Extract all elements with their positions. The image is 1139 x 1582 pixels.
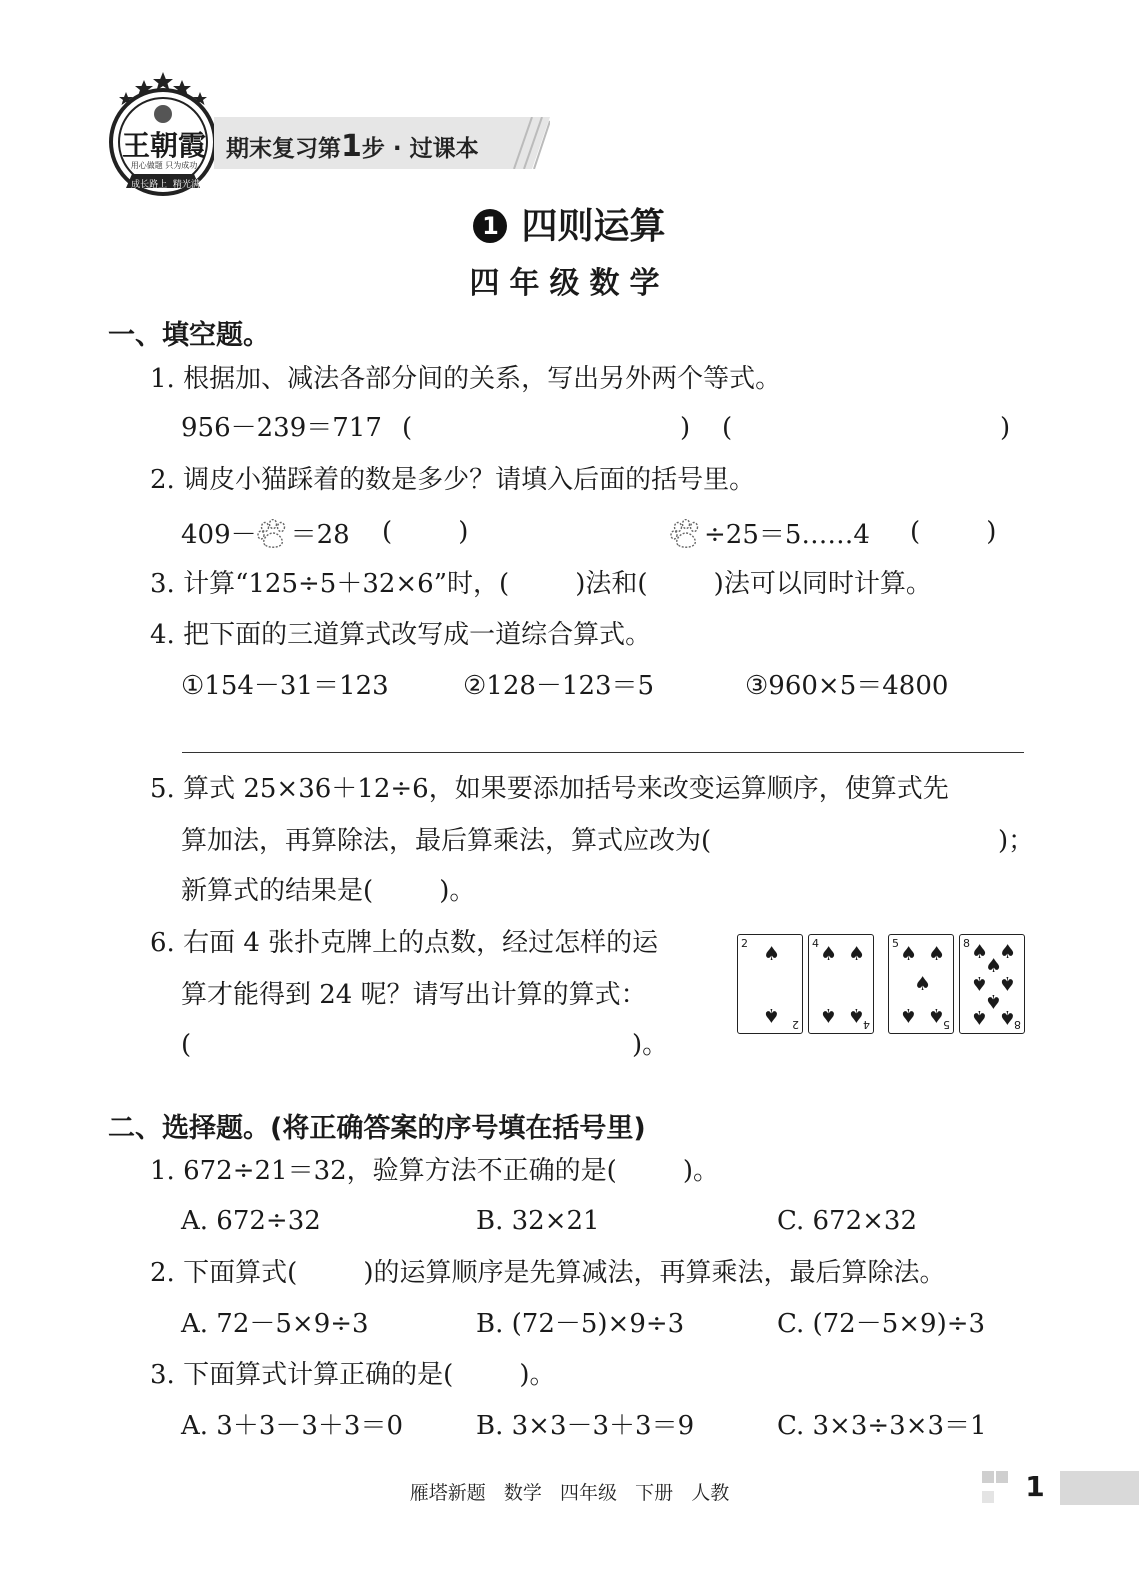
unit-number-badge: 1	[473, 209, 507, 243]
section-fill-blank-title: 一、填空题。	[108, 320, 270, 351]
playing-card-5: 5 5 ♠ ♠ ♠ ♠ ♠	[888, 934, 954, 1034]
q1-2-blank-a: ( )	[382, 517, 469, 547]
section-choice-title: 二、选择题。(将正确答案的序号填在括号里)	[108, 1113, 646, 1144]
spade-icon: ♠	[928, 943, 946, 965]
q1-4-eq3: ③960×5＝4800	[745, 671, 949, 701]
q2-3-option-b: B. 3×3－3＋3＝9	[476, 1411, 695, 1441]
q1-1-blank2-close: )	[1000, 413, 1011, 443]
question-1-5-line3: 新算式的结果是( )。	[181, 876, 476, 906]
q1-1-blank1-close: )	[680, 413, 691, 443]
spade-icon: ♠	[999, 1006, 1017, 1028]
page-footer: 雁塔新题 数学 四年级 下册 人教	[409, 1482, 730, 1504]
spade-icon: ♠	[820, 943, 838, 965]
spade-icon: ♠	[971, 1006, 989, 1028]
question-2-1: 1. 672÷21＝32，验算方法不正确的是( )。	[150, 1156, 720, 1186]
q2-2-option-c: C. (72－5×9)÷3	[777, 1309, 986, 1339]
q2-3-option-c: C. 3×3÷3×3＝1	[777, 1411, 987, 1441]
spade-icon: ♠	[985, 955, 1003, 977]
question-1-5-line2: 算加法，再算除法，最后算乘法，算式应改为(	[181, 826, 712, 856]
q2-1-option-b: B. 32×21	[476, 1206, 600, 1236]
q2-2-option-b: B. (72－5)×9÷3	[476, 1309, 685, 1339]
answer-line	[182, 752, 1024, 753]
spade-icon: ♠	[985, 990, 1003, 1012]
spade-icon: ♠	[999, 941, 1017, 963]
question-1-6-close: )。	[632, 1030, 669, 1060]
question-1-6-line1: 6. 右面 4 张扑克牌上的点数，经过怎样的运	[150, 928, 659, 958]
logo-name: 王朝霞	[121, 129, 206, 162]
spade-icon: ♠	[848, 1004, 866, 1026]
footer-deco-square	[996, 1471, 1008, 1483]
spade-icon: ♠	[763, 1004, 781, 1026]
q1-2-blank-b: ( )	[910, 517, 997, 547]
spade-icon: ♠	[928, 1004, 946, 1026]
q2-1-option-a: A. 672÷32	[181, 1206, 321, 1236]
question-1-1: 1. 根据加、减法各部分间的关系，写出另外两个等式。	[150, 364, 782, 394]
chapter-banner-text: 期末复习第1步 · 过课本	[226, 129, 479, 164]
subtitle: 四年级数学	[469, 266, 670, 301]
q1-2-equation-b: ÷25＝5……4	[670, 519, 870, 549]
question-1-6-line2: 算才能得到 24 呢？请写出计算的算式：	[181, 980, 647, 1010]
question-1-5-line1: 5. 算式 25×36＋12÷6，如果要添加括号来改变运算顺序，使算式先	[150, 774, 949, 804]
q2-1-option-c: C. 672×32	[777, 1206, 917, 1236]
question-1-5-line2-end: )；	[998, 826, 1035, 856]
page-number: 1	[1025, 1470, 1045, 1503]
q1-2-equation-a: 409－ ＝28	[181, 520, 350, 550]
q1-4-eq1: ①154－31＝123	[181, 671, 389, 701]
spade-icon: ♠	[820, 1004, 838, 1026]
footer-deco-square	[982, 1491, 994, 1503]
question-2-2: 2. 下面算式( )的运算顺序是先算减法，再算乘法，最后算除法。	[150, 1258, 946, 1288]
spade-icon: ♠	[971, 941, 989, 963]
question-1-2: 2. 调皮小猫踩着的数是多少？请填入后面的括号里。	[150, 465, 756, 495]
spade-icon: ♠	[971, 972, 989, 994]
spade-icon: ♠	[763, 943, 781, 965]
question-1-4: 4. 把下面的三道算式改写成一道综合算式。	[150, 620, 652, 650]
q1-1-equation: 956－239＝717	[181, 413, 382, 443]
logo-slogan: 用心做题 只为成功	[130, 161, 198, 170]
unit-title: 1 四则运算	[0, 198, 1139, 249]
q1-1-blank1-open: (	[402, 413, 413, 443]
question-2-3: 3. 下面算式计算正确的是( )。	[150, 1360, 556, 1390]
q1-4-eq2: ②128－123＝5	[463, 671, 655, 701]
page-number-bar	[1060, 1471, 1139, 1505]
spade-icon: ♠	[999, 972, 1017, 994]
q2-2-option-a: A. 72－5×9÷3	[181, 1309, 369, 1339]
playing-card-8: 8 8 ♠ ♠ ♠ ♠ ♠ ♠ ♠ ♠	[959, 934, 1025, 1034]
spade-icon: ♠	[848, 943, 866, 965]
q1-1-blank2-open: (	[722, 413, 733, 443]
spade-icon: ♠	[900, 943, 918, 965]
paw-icon	[257, 519, 291, 549]
spade-icon: ♠	[900, 1004, 918, 1026]
logo-ribbon: 成长路上 精光满天	[131, 180, 209, 190]
playing-card-2: 2 2 ♠ ♠	[737, 934, 803, 1034]
spade-icon: ♠	[914, 973, 932, 995]
q2-3-option-a: A. 3＋3－3＋3＝0	[181, 1411, 404, 1441]
playing-card-4: 4 4 ♠ ♠ ♠ ♠	[808, 934, 874, 1034]
question-1-3: 3. 计算“125÷5＋32×6”时，( )法和( )法可以同时计算。	[150, 569, 932, 599]
question-1-6-open: (	[181, 1030, 192, 1060]
footer-deco-square	[982, 1471, 994, 1483]
paw-icon	[670, 519, 704, 549]
